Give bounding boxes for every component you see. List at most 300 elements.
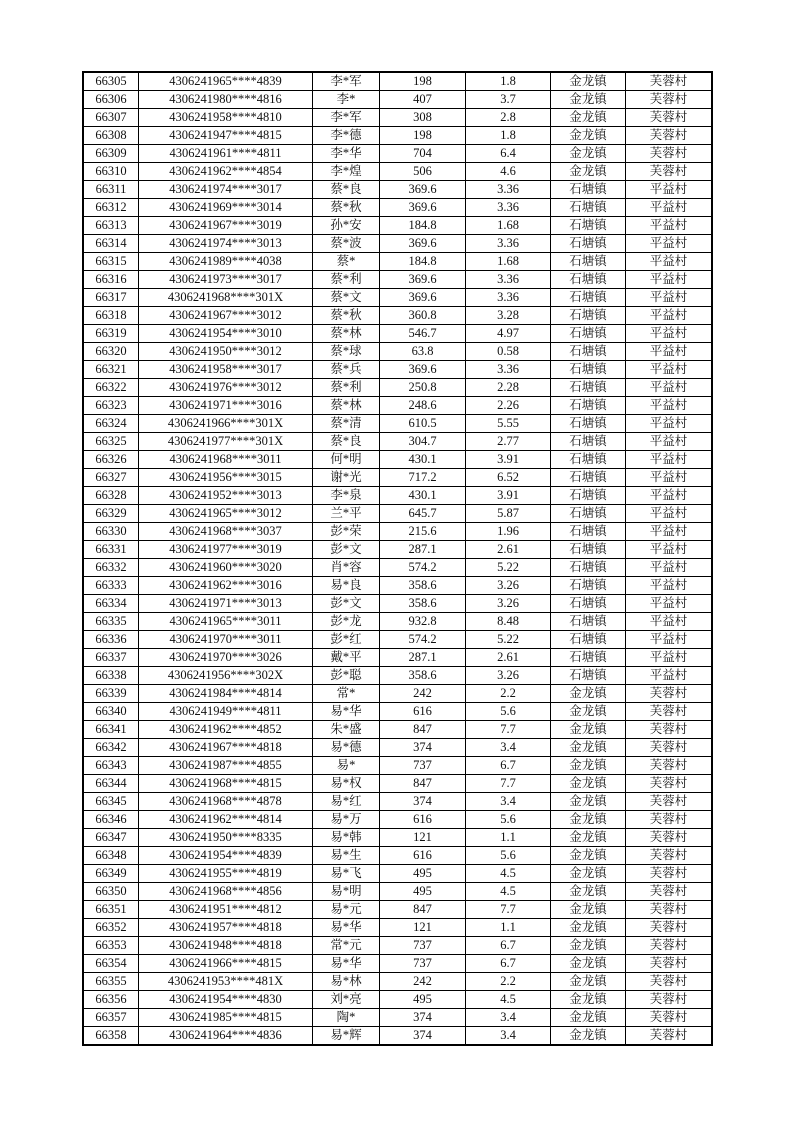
cell-village: 芙蓉村: [626, 775, 712, 793]
cell-id-number: 4306241968****4856: [139, 883, 313, 901]
cell-quantity: 2.77: [466, 433, 551, 451]
cell-id-number: 4306241952****3013: [139, 487, 313, 505]
cell-row-number: 66354: [84, 955, 139, 973]
cell-amount: 574.2: [380, 559, 466, 577]
cell-quantity: 3.4: [466, 1009, 551, 1027]
cell-village: 平益村: [626, 343, 712, 361]
cell-quantity: 2.61: [466, 649, 551, 667]
cell-name: 易*林: [313, 973, 380, 991]
cell-town: 金龙镇: [551, 829, 626, 847]
cell-name: 易*韩: [313, 829, 380, 847]
cell-row-number: 66339: [84, 685, 139, 703]
cell-town: 金龙镇: [551, 703, 626, 721]
cell-quantity: 2.8: [466, 109, 551, 127]
cell-amount: 616: [380, 703, 466, 721]
table-row: [84, 415, 712, 433]
cell-id-number: 4306241974****3017: [139, 181, 313, 199]
table-row: [84, 1027, 712, 1045]
cell-amount: 737: [380, 937, 466, 955]
cell-name: 易*华: [313, 955, 380, 973]
cell-row-number: 66345: [84, 793, 139, 811]
cell-quantity: 4.6: [466, 163, 551, 181]
cell-id-number: 4306241957****4818: [139, 919, 313, 937]
cell-row-number: 66355: [84, 973, 139, 991]
table-row: [84, 253, 712, 271]
cell-village: 平益村: [626, 631, 712, 649]
cell-name: 蔡*文: [313, 289, 380, 307]
cell-amount: 374: [380, 739, 466, 757]
cell-town: 金龙镇: [551, 163, 626, 181]
cell-quantity: 3.36: [466, 235, 551, 253]
cell-name: 李*泉: [313, 487, 380, 505]
cell-amount: 121: [380, 919, 466, 937]
cell-village: 平益村: [626, 325, 712, 343]
cell-quantity: 5.22: [466, 559, 551, 577]
cell-name: 彭*龙: [313, 613, 380, 631]
cell-town: 金龙镇: [551, 919, 626, 937]
table-row: [84, 379, 712, 397]
cell-town: 金龙镇: [551, 91, 626, 109]
cell-quantity: 0.58: [466, 343, 551, 361]
cell-row-number: 66318: [84, 307, 139, 325]
cell-name: 易*飞: [313, 865, 380, 883]
cell-name: 李*华: [313, 145, 380, 163]
table-row: [84, 271, 712, 289]
cell-quantity: 3.36: [466, 199, 551, 217]
cell-amount: 121: [380, 829, 466, 847]
cell-name: 易*德: [313, 739, 380, 757]
cell-town: 石塘镇: [551, 433, 626, 451]
cell-quantity: 3.26: [466, 595, 551, 613]
cell-village: 平益村: [626, 289, 712, 307]
cell-village: 平益村: [626, 379, 712, 397]
cell-row-number: 66350: [84, 883, 139, 901]
table-row: [84, 793, 712, 811]
cell-row-number: 66319: [84, 325, 139, 343]
cell-village: 芙蓉村: [626, 1027, 712, 1045]
cell-amount: 374: [380, 793, 466, 811]
cell-town: 石塘镇: [551, 523, 626, 541]
cell-quantity: 3.36: [466, 181, 551, 199]
cell-id-number: 4306241962****4814: [139, 811, 313, 829]
cell-town: 金龙镇: [551, 811, 626, 829]
cell-town: 金龙镇: [551, 739, 626, 757]
cell-row-number: 66337: [84, 649, 139, 667]
cell-amount: 495: [380, 883, 466, 901]
cell-id-number: 4306241962****3016: [139, 577, 313, 595]
cell-town: 石塘镇: [551, 559, 626, 577]
cell-id-number: 4306241976****3012: [139, 379, 313, 397]
cell-amount: 546.7: [380, 325, 466, 343]
cell-amount: 574.2: [380, 631, 466, 649]
cell-row-number: 66335: [84, 613, 139, 631]
cell-name: 朱*盛: [313, 721, 380, 739]
cell-name: 蔡*秋: [313, 199, 380, 217]
table-row: [84, 955, 712, 973]
cell-id-number: 4306241969****3014: [139, 199, 313, 217]
cell-name: 蔡*利: [313, 379, 380, 397]
cell-id-number: 4306241965****3011: [139, 613, 313, 631]
cell-village: 芙蓉村: [626, 847, 712, 865]
cell-quantity: 5.87: [466, 505, 551, 523]
cell-village: 芙蓉村: [626, 829, 712, 847]
cell-town: 金龙镇: [551, 991, 626, 1009]
cell-town: 石塘镇: [551, 415, 626, 433]
cell-village: 芙蓉村: [626, 145, 712, 163]
cell-id-number: 4306241960****3020: [139, 559, 313, 577]
records-table: [83, 72, 712, 1045]
cell-row-number: 66330: [84, 523, 139, 541]
cell-amount: 369.6: [380, 235, 466, 253]
cell-amount: 847: [380, 721, 466, 739]
cell-id-number: 4306241989****4038: [139, 253, 313, 271]
cell-town: 金龙镇: [551, 883, 626, 901]
cell-row-number: 66309: [84, 145, 139, 163]
table-row: [84, 991, 712, 1009]
cell-village: 平益村: [626, 397, 712, 415]
cell-village: 平益村: [626, 199, 712, 217]
cell-quantity: 3.28: [466, 307, 551, 325]
cell-name: 常*元: [313, 937, 380, 955]
cell-row-number: 66332: [84, 559, 139, 577]
cell-amount: 248.6: [380, 397, 466, 415]
cell-quantity: 8.48: [466, 613, 551, 631]
cell-village: 平益村: [626, 217, 712, 235]
cell-id-number: 4306241951****4812: [139, 901, 313, 919]
cell-row-number: 66311: [84, 181, 139, 199]
cell-amount: 374: [380, 1027, 466, 1045]
cell-quantity: 1.1: [466, 829, 551, 847]
cell-row-number: 66323: [84, 397, 139, 415]
cell-name: 易*权: [313, 775, 380, 793]
cell-amount: 407: [380, 91, 466, 109]
cell-town: 石塘镇: [551, 181, 626, 199]
cell-row-number: 66353: [84, 937, 139, 955]
cell-amount: 369.6: [380, 289, 466, 307]
cell-quantity: 6.7: [466, 955, 551, 973]
cell-name: 彭*文: [313, 541, 380, 559]
table-row: [84, 973, 712, 991]
cell-row-number: 66316: [84, 271, 139, 289]
cell-row-number: 66307: [84, 109, 139, 127]
cell-name: 李*: [313, 91, 380, 109]
cell-row-number: 66342: [84, 739, 139, 757]
cell-quantity: 3.7: [466, 91, 551, 109]
cell-amount: 198: [380, 73, 466, 91]
cell-village: 芙蓉村: [626, 901, 712, 919]
cell-village: 芙蓉村: [626, 739, 712, 757]
table-row: [84, 469, 712, 487]
cell-town: 石塘镇: [551, 325, 626, 343]
table-row: [84, 181, 712, 199]
cell-village: 平益村: [626, 361, 712, 379]
cell-quantity: 6.7: [466, 937, 551, 955]
cell-town: 石塘镇: [551, 199, 626, 217]
cell-quantity: 1.96: [466, 523, 551, 541]
cell-village: 芙蓉村: [626, 991, 712, 1009]
cell-name: 李*军: [313, 109, 380, 127]
cell-village: 平益村: [626, 523, 712, 541]
cell-id-number: 4306241956****302X: [139, 667, 313, 685]
table-row: [84, 631, 712, 649]
cell-id-number: 4306241950****3012: [139, 343, 313, 361]
cell-quantity: 2.28: [466, 379, 551, 397]
cell-row-number: 66338: [84, 667, 139, 685]
cell-id-number: 4306241968****4878: [139, 793, 313, 811]
cell-name: 易*红: [313, 793, 380, 811]
cell-quantity: 3.4: [466, 1027, 551, 1045]
cell-row-number: 66310: [84, 163, 139, 181]
cell-amount: 358.6: [380, 577, 466, 595]
table-row: [84, 541, 712, 559]
cell-amount: 610.5: [380, 415, 466, 433]
cell-name: 兰*平: [313, 505, 380, 523]
cell-row-number: 66324: [84, 415, 139, 433]
cell-id-number: 4306241967****3019: [139, 217, 313, 235]
cell-id-number: 4306241967****4818: [139, 739, 313, 757]
cell-amount: 506: [380, 163, 466, 181]
cell-row-number: 66321: [84, 361, 139, 379]
cell-village: 芙蓉村: [626, 793, 712, 811]
table-row: [84, 397, 712, 415]
cell-village: 平益村: [626, 577, 712, 595]
cell-quantity: 7.7: [466, 901, 551, 919]
cell-id-number: 4306241980****4816: [139, 91, 313, 109]
cell-row-number: 66357: [84, 1009, 139, 1027]
cell-quantity: 3.36: [466, 361, 551, 379]
cell-town: 石塘镇: [551, 253, 626, 271]
cell-row-number: 66343: [84, 757, 139, 775]
cell-village: 芙蓉村: [626, 883, 712, 901]
cell-village: 芙蓉村: [626, 163, 712, 181]
cell-village: 芙蓉村: [626, 721, 712, 739]
cell-quantity: 6.52: [466, 469, 551, 487]
cell-village: 平益村: [626, 505, 712, 523]
cell-amount: 184.8: [380, 217, 466, 235]
table-row: [84, 235, 712, 253]
cell-name: 刘*亮: [313, 991, 380, 1009]
table-row: [84, 487, 712, 505]
cell-town: 金龙镇: [551, 685, 626, 703]
cell-amount: 360.8: [380, 307, 466, 325]
cell-row-number: 66314: [84, 235, 139, 253]
cell-row-number: 66322: [84, 379, 139, 397]
cell-amount: 645.7: [380, 505, 466, 523]
table-row: [84, 829, 712, 847]
cell-quantity: 3.4: [466, 793, 551, 811]
table-row: [84, 757, 712, 775]
table-row: [84, 73, 712, 91]
cell-town: 石塘镇: [551, 343, 626, 361]
cell-town: 金龙镇: [551, 847, 626, 865]
cell-row-number: 66344: [84, 775, 139, 793]
cell-quantity: 1.1: [466, 919, 551, 937]
cell-name: 常*: [313, 685, 380, 703]
cell-name: 蔡*波: [313, 235, 380, 253]
cell-amount: 932.8: [380, 613, 466, 631]
cell-amount: 63.8: [380, 343, 466, 361]
cell-village: 芙蓉村: [626, 937, 712, 955]
table-row: [84, 433, 712, 451]
cell-name: 易*元: [313, 901, 380, 919]
cell-id-number: 4306241956****3015: [139, 469, 313, 487]
cell-row-number: 66305: [84, 73, 139, 91]
cell-quantity: 1.68: [466, 253, 551, 271]
cell-row-number: 66346: [84, 811, 139, 829]
cell-row-number: 66308: [84, 127, 139, 145]
cell-id-number: 4306241954****4830: [139, 991, 313, 1009]
cell-amount: 737: [380, 757, 466, 775]
cell-id-number: 4306241971****3016: [139, 397, 313, 415]
cell-town: 金龙镇: [551, 757, 626, 775]
cell-id-number: 4306241965****4839: [139, 73, 313, 91]
cell-id-number: 4306241977****301X: [139, 433, 313, 451]
table-row: [84, 595, 712, 613]
cell-row-number: 66334: [84, 595, 139, 613]
cell-name: 彭*红: [313, 631, 380, 649]
cell-id-number: 4306241962****4854: [139, 163, 313, 181]
cell-name: 谢*光: [313, 469, 380, 487]
cell-town: 石塘镇: [551, 217, 626, 235]
cell-name: 易*辉: [313, 1027, 380, 1045]
cell-id-number: 4306241958****3017: [139, 361, 313, 379]
cell-village: 平益村: [626, 613, 712, 631]
cell-village: 芙蓉村: [626, 91, 712, 109]
cell-name: 易*: [313, 757, 380, 775]
cell-row-number: 66329: [84, 505, 139, 523]
cell-row-number: 66328: [84, 487, 139, 505]
cell-id-number: 4306241954****4839: [139, 847, 313, 865]
cell-village: 平益村: [626, 559, 712, 577]
cell-amount: 242: [380, 685, 466, 703]
cell-row-number: 66317: [84, 289, 139, 307]
cell-amount: 287.1: [380, 541, 466, 559]
cell-amount: 250.8: [380, 379, 466, 397]
cell-town: 石塘镇: [551, 469, 626, 487]
cell-row-number: 66347: [84, 829, 139, 847]
cell-town: 金龙镇: [551, 127, 626, 145]
cell-town: 金龙镇: [551, 1027, 626, 1045]
cell-amount: 242: [380, 973, 466, 991]
table-row: [84, 811, 712, 829]
cell-row-number: 66341: [84, 721, 139, 739]
cell-village: 平益村: [626, 649, 712, 667]
cell-row-number: 66313: [84, 217, 139, 235]
cell-quantity: 6.7: [466, 757, 551, 775]
cell-amount: 717.2: [380, 469, 466, 487]
cell-amount: 198: [380, 127, 466, 145]
cell-village: 芙蓉村: [626, 685, 712, 703]
cell-id-number: 4306241962****4852: [139, 721, 313, 739]
cell-name: 易*生: [313, 847, 380, 865]
cell-village: 平益村: [626, 271, 712, 289]
cell-town: 石塘镇: [551, 505, 626, 523]
cell-id-number: 4306241987****4855: [139, 757, 313, 775]
cell-id-number: 4306241948****4818: [139, 937, 313, 955]
cell-quantity: 3.36: [466, 271, 551, 289]
cell-town: 石塘镇: [551, 613, 626, 631]
cell-village: 平益村: [626, 469, 712, 487]
cell-amount: 737: [380, 955, 466, 973]
table-row: [84, 523, 712, 541]
cell-row-number: 66336: [84, 631, 139, 649]
cell-town: 石塘镇: [551, 289, 626, 307]
cell-town: 石塘镇: [551, 361, 626, 379]
cell-quantity: 3.91: [466, 487, 551, 505]
cell-village: 平益村: [626, 433, 712, 451]
cell-village: 芙蓉村: [626, 811, 712, 829]
cell-amount: 369.6: [380, 199, 466, 217]
table-row: [84, 739, 712, 757]
cell-quantity: 2.2: [466, 973, 551, 991]
cell-quantity: 6.4: [466, 145, 551, 163]
cell-id-number: 4306241974****3013: [139, 235, 313, 253]
cell-name: 肖*容: [313, 559, 380, 577]
cell-town: 金龙镇: [551, 73, 626, 91]
cell-quantity: 4.5: [466, 865, 551, 883]
cell-town: 金龙镇: [551, 973, 626, 991]
cell-village: 平益村: [626, 181, 712, 199]
cell-name: 蔡*兵: [313, 361, 380, 379]
cell-quantity: 4.97: [466, 325, 551, 343]
cell-row-number: 66351: [84, 901, 139, 919]
cell-amount: 616: [380, 811, 466, 829]
cell-town: 石塘镇: [551, 595, 626, 613]
cell-village: 平益村: [626, 487, 712, 505]
table-row: [84, 325, 712, 343]
cell-town: 金龙镇: [551, 955, 626, 973]
cell-town: 石塘镇: [551, 379, 626, 397]
cell-id-number: 4306241977****3019: [139, 541, 313, 559]
cell-name: 彭*文: [313, 595, 380, 613]
cell-village: 平益村: [626, 235, 712, 253]
cell-id-number: 4306241971****3013: [139, 595, 313, 613]
table-row: [84, 127, 712, 145]
cell-town: 金龙镇: [551, 865, 626, 883]
cell-id-number: 4306241968****301X: [139, 289, 313, 307]
cell-amount: 430.1: [380, 451, 466, 469]
cell-village: 平益村: [626, 415, 712, 433]
cell-row-number: 66333: [84, 577, 139, 595]
cell-name: 易*良: [313, 577, 380, 595]
table-row: [84, 109, 712, 127]
cell-village: 芙蓉村: [626, 1009, 712, 1027]
cell-village: 芙蓉村: [626, 109, 712, 127]
cell-name: 彭*聪: [313, 667, 380, 685]
cell-quantity: 3.26: [466, 577, 551, 595]
cell-id-number: 4306241985****4815: [139, 1009, 313, 1027]
table-row: [84, 721, 712, 739]
cell-quantity: 2.26: [466, 397, 551, 415]
cell-name: 蔡*良: [313, 433, 380, 451]
cell-quantity: 5.55: [466, 415, 551, 433]
table-row: [84, 559, 712, 577]
cell-town: 石塘镇: [551, 451, 626, 469]
table-row: [84, 937, 712, 955]
cell-quantity: 3.26: [466, 667, 551, 685]
cell-name: 蔡*清: [313, 415, 380, 433]
cell-name: 何*明: [313, 451, 380, 469]
cell-id-number: 4306241984****4814: [139, 685, 313, 703]
cell-quantity: 3.91: [466, 451, 551, 469]
cell-quantity: 5.6: [466, 811, 551, 829]
cell-name: 蔡*林: [313, 397, 380, 415]
cell-quantity: 3.36: [466, 289, 551, 307]
cell-town: 石塘镇: [551, 541, 626, 559]
cell-name: 蔡*良: [313, 181, 380, 199]
cell-village: 芙蓉村: [626, 73, 712, 91]
cell-quantity: 3.4: [466, 739, 551, 757]
